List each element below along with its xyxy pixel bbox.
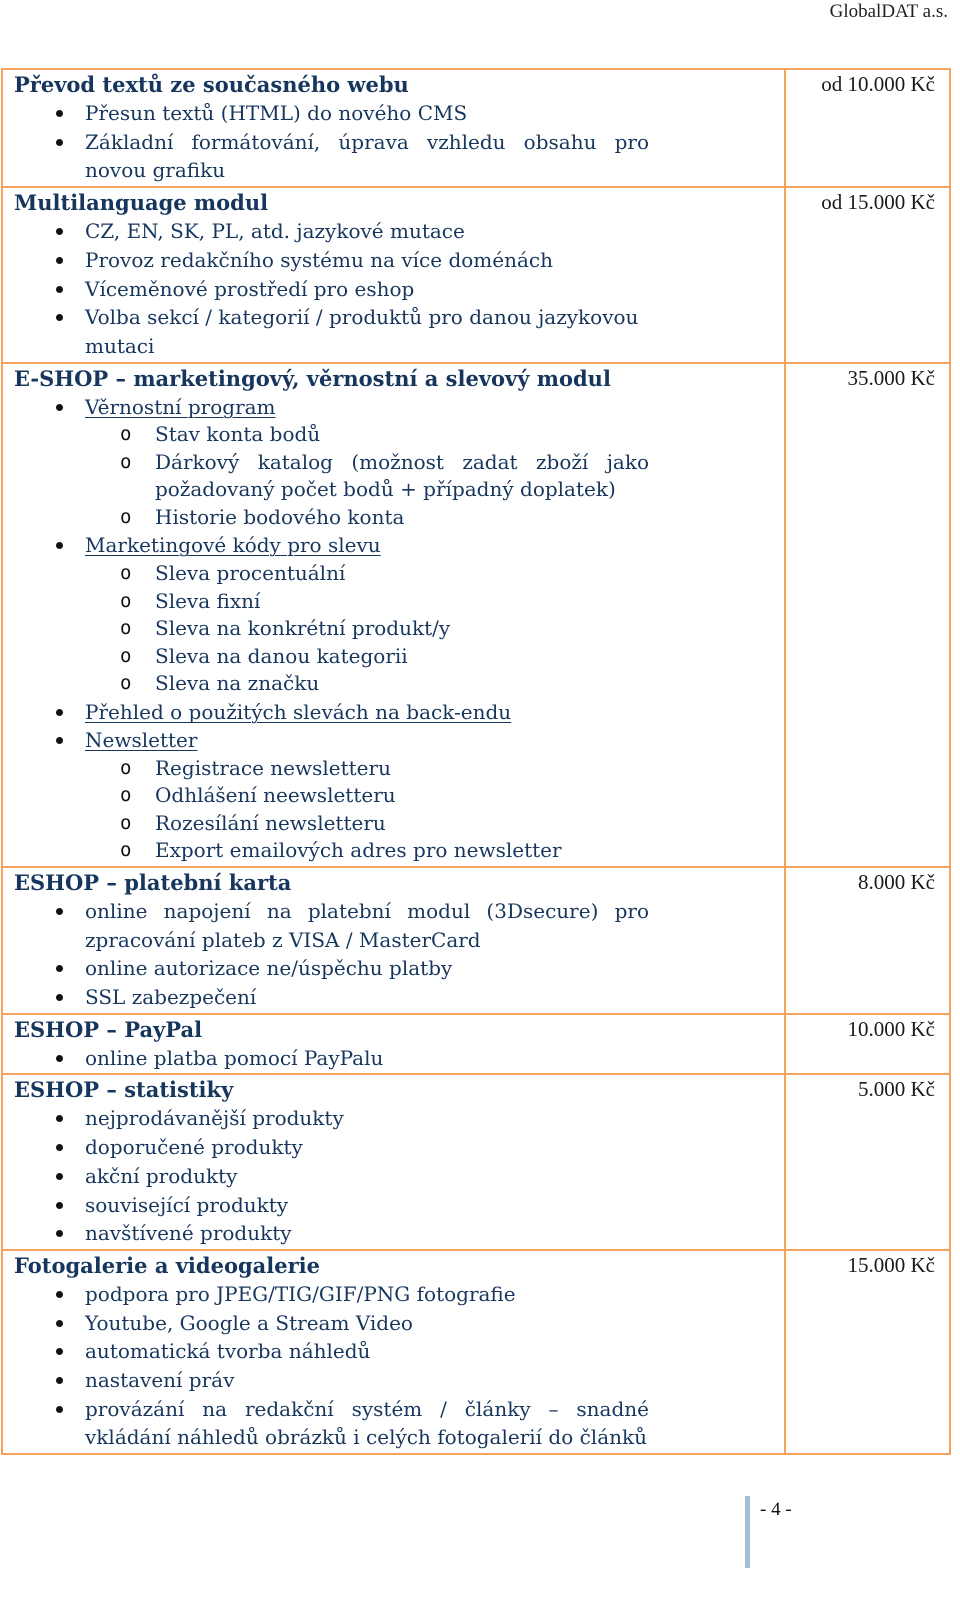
bullet-icon xyxy=(56,1202,63,1209)
bullet-icon xyxy=(56,314,63,321)
sub-list-item-text: Stav konta bodů xyxy=(155,422,321,447)
section-price: 35.000 Kč xyxy=(785,363,950,867)
section-title: ESHOP – PayPal xyxy=(14,1016,203,1042)
sub-list-item-text: Rozesílání newsletteru xyxy=(155,810,386,835)
circle-bullet-icon: o xyxy=(120,839,132,862)
section-price: od 10.000 Kč xyxy=(785,69,950,187)
bullet-icon xyxy=(56,542,63,549)
table-row xyxy=(2,867,950,1014)
section-description xyxy=(2,187,785,363)
list-item-text: nejprodávanější produkty xyxy=(85,1106,344,1131)
bullet-icon xyxy=(56,404,63,411)
section-title: Převod textů ze současného webu xyxy=(14,72,409,97)
sub-list-item-text: Dárkový katalog (možnost zadat zboží jako požadovaný počet bodů + případný doplatek) xyxy=(155,449,649,502)
sub-list-item xyxy=(85,670,649,698)
list-item-text: online platba pomocí PayPalu xyxy=(85,1045,384,1070)
sub-list-item-text: Sleva na značku xyxy=(155,671,320,696)
list-item-text: akční produkty xyxy=(85,1163,238,1188)
sub-list-item-text: Sleva na konkrétní produkt/y xyxy=(155,616,451,641)
sub-list-item-text: Sleva procentuální xyxy=(155,561,346,586)
section-description xyxy=(2,363,785,867)
sub-list-item-text: Historie bodového konta xyxy=(155,504,405,529)
circle-bullet-icon: o xyxy=(120,562,132,585)
section-description xyxy=(2,1074,785,1250)
bullet-icon xyxy=(56,994,63,1001)
list-item-text: provázání na redakční systém / články – snadné vkládání náhledů obrázků i celých fotogalerií do článků xyxy=(85,1396,649,1450)
circle-bullet-icon: o xyxy=(120,784,132,807)
circle-bullet-icon: o xyxy=(120,811,132,834)
footer-divider xyxy=(745,1496,750,1568)
bullet-icon xyxy=(56,1055,63,1062)
bullet-icon xyxy=(56,908,63,915)
section-price: 10.000 Kč xyxy=(785,1014,950,1075)
section-price: 5.000 Kč xyxy=(785,1074,950,1250)
bullet-icon xyxy=(56,139,63,146)
sub-list-item xyxy=(85,560,649,588)
list-item-text: navštívené produkty xyxy=(85,1221,292,1246)
price-table xyxy=(1,68,951,1455)
bullet-icon xyxy=(56,1348,63,1355)
list-item-text: online napojení na platební modul (3Dsecure) pro zpracování plateb z VISA / MasterCard xyxy=(85,898,649,952)
list-item xyxy=(14,1104,649,1133)
feature-list xyxy=(14,897,784,1012)
list-item xyxy=(14,246,649,275)
list-item-text: online autorizace ne/úspěchu platby xyxy=(85,956,453,981)
table-row xyxy=(2,1074,950,1250)
list-item-text: Marketingové kódy pro slevu xyxy=(85,533,381,558)
sub-list-item xyxy=(85,504,649,532)
list-item-text: Přehled o použitých slevách na back-endu xyxy=(85,699,512,724)
section-title: E-SHOP – marketingový, věrnostní a slevový modul xyxy=(14,365,611,391)
section-description xyxy=(2,867,785,1014)
list-item xyxy=(14,128,649,185)
sub-list-item xyxy=(85,588,649,616)
list-item xyxy=(14,1162,649,1191)
bullet-icon xyxy=(56,709,63,716)
circle-bullet-icon: o xyxy=(120,450,132,473)
bullet-icon xyxy=(56,1406,63,1413)
sub-list xyxy=(85,755,649,865)
list-item xyxy=(14,1309,649,1338)
list-item-text: Přesun textů (HTML) do nového CMS xyxy=(85,101,468,125)
feature-list xyxy=(14,1280,784,1452)
table-row xyxy=(2,1250,950,1454)
circle-bullet-icon: o xyxy=(120,505,132,528)
table-row xyxy=(2,1014,950,1075)
bullet-icon xyxy=(56,1320,63,1327)
section-price: 8.000 Kč xyxy=(785,867,950,1014)
list-item-text: Newsletter xyxy=(85,728,198,753)
list-item-text: Provoz redakčního systému na více doménách xyxy=(85,247,553,272)
circle-bullet-icon: o xyxy=(120,589,132,612)
list-item-text: CZ, EN, SK, PL, atd. jazykové mutace xyxy=(85,219,465,244)
list-item-text: SSL zabezpečení xyxy=(85,985,257,1010)
bullet-icon xyxy=(56,737,63,744)
table-row xyxy=(2,187,950,363)
bullet-icon xyxy=(56,1115,63,1122)
circle-bullet-icon: o xyxy=(120,756,132,779)
list-item xyxy=(14,983,649,1012)
list-item xyxy=(14,217,649,246)
list-item-text: automatická tvorba náhledů xyxy=(85,1339,371,1364)
bullet-icon xyxy=(56,1173,63,1180)
table-row xyxy=(2,363,950,867)
bullet-icon xyxy=(56,1291,63,1298)
bullet-icon xyxy=(56,228,63,235)
sub-list-item xyxy=(85,643,649,671)
list-item xyxy=(14,531,649,697)
list-item xyxy=(14,1366,649,1395)
sub-list-item-text: Export emailových adres pro newsletter xyxy=(155,838,562,863)
feature-list xyxy=(14,393,784,865)
list-item-text: Youtube, Google a Stream Video xyxy=(85,1310,413,1335)
feature-list xyxy=(14,217,784,361)
sub-list-item-text: Sleva fixní xyxy=(155,588,261,613)
bullet-icon xyxy=(56,286,63,293)
section-title: Multilanguage modul xyxy=(14,190,269,216)
bullet-icon xyxy=(56,257,63,264)
sub-list xyxy=(85,421,649,531)
list-item xyxy=(14,1133,649,1162)
page-number: - 4 - xyxy=(760,1499,792,1520)
list-item-text: Základní formátování, úprava vzhledu obsahu pro novou grafiku xyxy=(85,129,649,183)
list-item-text: nastavení práv xyxy=(85,1368,235,1393)
list-item xyxy=(14,698,649,727)
sub-list xyxy=(85,560,649,698)
sub-list-item xyxy=(85,837,649,865)
list-item xyxy=(14,275,649,304)
list-item-text: Věrnostní program xyxy=(85,394,276,419)
list-item xyxy=(14,1191,649,1220)
list-item xyxy=(14,1044,649,1073)
section-description xyxy=(2,69,785,187)
table-row xyxy=(2,69,950,187)
list-item-text: doporučené produkty xyxy=(85,1135,303,1160)
sub-list-item-text: Sleva na danou kategorii xyxy=(155,643,408,668)
circle-bullet-icon: o xyxy=(120,423,132,446)
circle-bullet-icon: o xyxy=(120,617,132,640)
list-item xyxy=(14,393,649,532)
list-item xyxy=(14,954,649,983)
circle-bullet-icon: o xyxy=(120,644,132,667)
section-title: ESHOP – platební karta xyxy=(14,869,292,895)
list-item-text: Víceměnové prostředí pro eshop xyxy=(85,276,415,301)
list-item xyxy=(14,303,649,360)
feature-list xyxy=(14,99,784,185)
bullet-icon xyxy=(56,965,63,972)
list-item-text: Volba sekcí / kategorií / produktů pro danou jazykovou mutaci xyxy=(85,305,639,358)
list-item xyxy=(14,99,649,128)
list-item xyxy=(14,1219,649,1248)
sub-list-item xyxy=(85,782,649,810)
sub-list-item xyxy=(85,755,649,783)
sub-list-item-text: Odhlášení neewsletteru xyxy=(155,783,396,808)
bullet-icon xyxy=(56,1230,63,1237)
list-item-text: podpora pro JPEG/TIG/GIF/PNG fotografie xyxy=(85,1281,516,1306)
sub-list-item xyxy=(85,810,649,838)
sub-list-item xyxy=(85,421,649,449)
section-title: Fotogalerie a videogalerie xyxy=(14,1252,320,1278)
list-item xyxy=(14,726,649,865)
sub-list-item-text: Registrace newsletteru xyxy=(155,755,391,780)
list-item xyxy=(14,1337,649,1366)
section-price: 15.000 Kč xyxy=(785,1250,950,1454)
bullet-icon xyxy=(56,1377,63,1384)
feature-list xyxy=(14,1104,784,1248)
section-title: ESHOP – statistiky xyxy=(14,1077,234,1103)
bullet-icon xyxy=(56,110,63,117)
list-item xyxy=(14,1395,649,1452)
section-description xyxy=(2,1250,785,1454)
sub-list-item xyxy=(85,615,649,643)
feature-list xyxy=(14,1044,784,1073)
section-price: od 15.000 Kč xyxy=(785,187,950,363)
list-item xyxy=(14,897,649,954)
sub-list-item xyxy=(85,449,649,504)
list-item-text: související produkty xyxy=(85,1192,289,1217)
company-name: GlobalDAT a.s. xyxy=(829,1,948,22)
list-item xyxy=(14,1280,649,1309)
section-description xyxy=(2,1014,785,1075)
circle-bullet-icon: o xyxy=(120,672,132,695)
bullet-icon xyxy=(56,1144,63,1151)
